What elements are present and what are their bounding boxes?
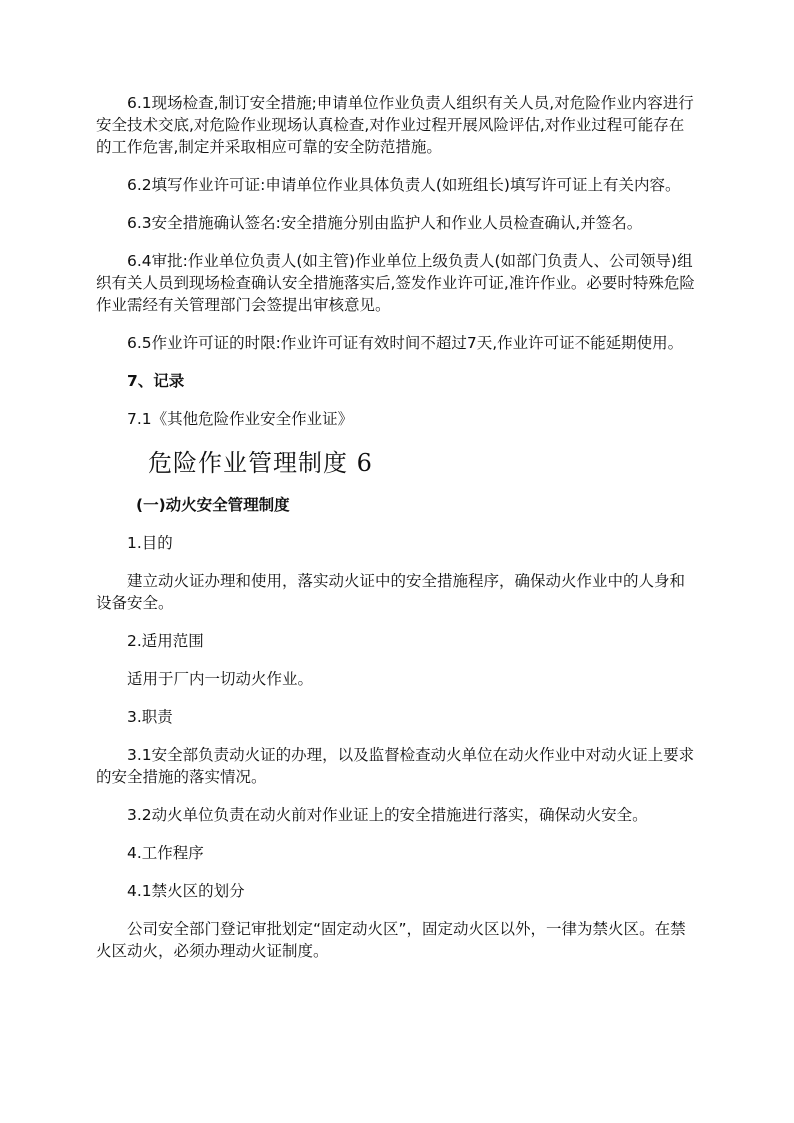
paragraph-duty-3-1: 3.1安全部负责动火证的办理，以及监督检查动火单位在动火作业中对动火证上要求的安全措施的落实情况。 xyxy=(96,746,695,786)
document-title: 危险作业管理制度 6 xyxy=(148,449,373,477)
paragraph-6-2: 6.2填写作业许可证:申请单位作业具体负责人(如班组长)填写许可证上有关内容。 xyxy=(127,176,681,194)
document-page xyxy=(96,92,696,978)
paragraph-scope-heading: 2.适用范围 xyxy=(127,632,204,650)
paragraph-6-4: 6.4审批:作业单位负责人(如主管)作业单位上级负责人(如部门负责人、公司领导)组织有关人员到现场检查确认安全措施落实后,签发作业许可证,准许作业。必要时特殊危险作业需经有关管理部门会签提出审核意见。 xyxy=(96,252,695,314)
section-7-heading: 7、记录 xyxy=(127,372,185,390)
paragraph-4-1-body: 公司安全部门登记审批划定“固定动火区”，固定动火区以外，一律为禁火区。在禁火区动火，必须办理动火证制度。 xyxy=(96,920,686,960)
paragraph-scope: 适用于厂内一切动火作业。 xyxy=(127,670,314,688)
paragraph-procedure-heading: 4.工作程序 xyxy=(127,844,204,862)
paragraph-7-1: 7.1《其他危险作业安全作业证》 xyxy=(127,410,354,428)
paragraph-duty-3-2: 3.2动火单位负责在动火前对作业证上的安全措施进行落实，确保动火安全。 xyxy=(127,806,648,824)
paragraph-purpose: 建立动火证办理和使用，落实动火证中的安全措施程序，确保动火作业中的人身和设备安全。 xyxy=(96,572,686,612)
paragraph-6-3: 6.3安全措施确认签名:安全措施分别由监护人和作业人员检查确认,并签名。 xyxy=(127,214,643,232)
paragraph-6-5: 6.5作业许可证的时限:作业许可证有效时间不超过7天,作业许可证不能延期使用。 xyxy=(127,334,684,352)
paragraph-duties-heading: 3.职责 xyxy=(127,708,173,726)
paragraph-purpose-heading: 1.目的 xyxy=(127,534,173,552)
paragraph-4-1-heading: 4.1禁火区的划分 xyxy=(127,882,245,900)
paragraph-6-1: 6.1现场检查,制订安全措施;申请单位作业负责人组织有关人员,对危险作业内容进行安全技术交底,对危险作业现场认真检查,对作业过程开展风险评估,对作业过程可能存在的工作危害,制定并采取相应可靠的安全防范措施。 xyxy=(96,94,694,156)
section-subtitle: (一)动火安全管理制度 xyxy=(136,496,290,514)
